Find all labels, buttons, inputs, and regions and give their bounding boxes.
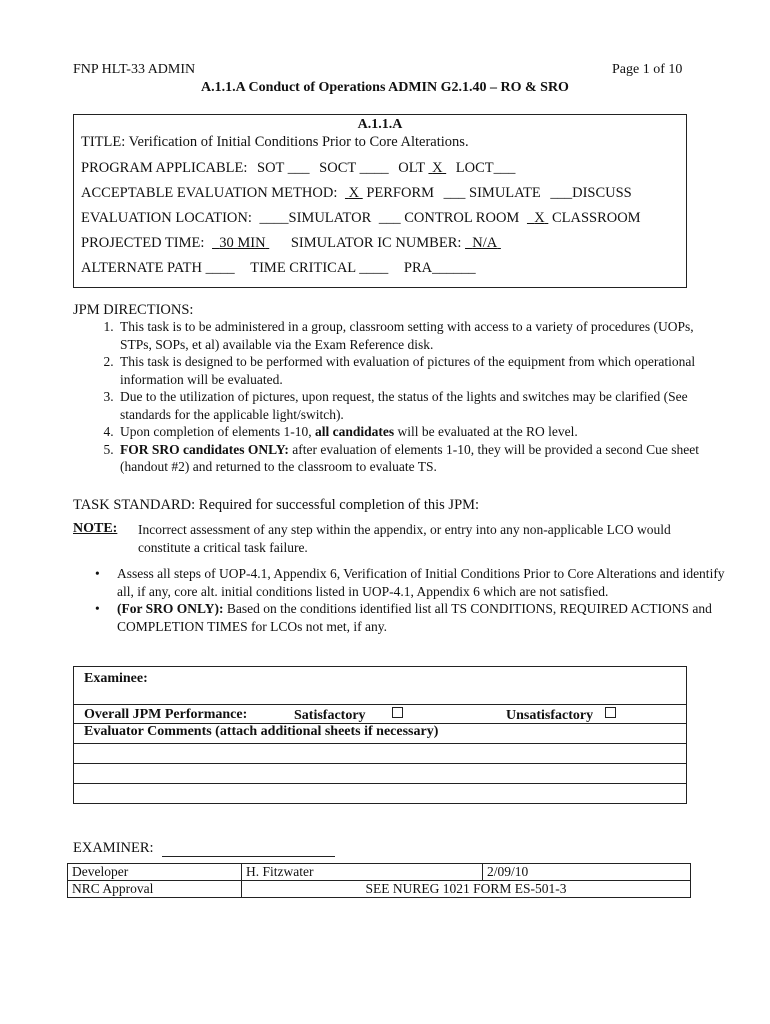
time-critical-label: TIME CRITICAL [250, 260, 356, 276]
list-item: 3. Due to the utilization of pictures, upon request, the status of the lights and switches may be clarified (See standards for the applicable light/switch). [117, 388, 727, 423]
page-number: Page 1 of 10 [612, 62, 683, 77]
method-discuss: DISCUSS [572, 185, 632, 201]
program-olt: OLT [398, 160, 425, 176]
title-value: Verification of Initial Conditions Prior to Core Alterations. [128, 134, 469, 150]
unsatisfactory-option[interactable]: Unsatisfactory [506, 707, 616, 724]
alternate-path-label: ALTERNATE PATH [81, 260, 202, 276]
list-item: 5. FOR SRO candidates ONLY: after evaluation of elements 1-10, they will be provided a second Cue sheet (handout #2) and returned to the classroom to evaluate TS. [117, 441, 727, 476]
comment-line[interactable] [74, 743, 686, 744]
jpm-id: A.1.1.A [357, 117, 403, 132]
comment-line[interactable] [74, 783, 686, 784]
evaluator-comments-label: Evaluator Comments (attach additional sheets if necessary) [84, 724, 439, 739]
examiner-signature-line[interactable] [162, 856, 335, 857]
location-simulator: SIMULATOR [288, 210, 372, 226]
signoff-table [67, 863, 691, 898]
program-soct: SOCT [319, 160, 356, 176]
task-standard-heading: TASK STANDARD: Required for successful completion of this JPM: [73, 497, 480, 513]
title-row [81, 134, 469, 151]
method-perform: PERFORM [366, 185, 435, 201]
location-row: EVALUATION LOCATION: ____SIMULATOR ___ CONTROL ROOM X CLASSROOM [81, 210, 641, 226]
list-item: 2. This task is designed to be performed with evaluation of pictures of the equipment from which operational information will be evaluated. [117, 353, 727, 388]
list-item: 4. Upon completion of elements 1-10, all candidates will be evaluated at the RO level. [117, 423, 727, 441]
note-label: NOTE: [73, 521, 118, 536]
time-row [81, 235, 501, 252]
table-row [68, 864, 691, 881]
location-classroom-mark: X [534, 210, 545, 226]
title-label: TITLE: [81, 134, 126, 150]
program-label: PROGRAM APPLICABLE: [81, 160, 248, 176]
program-sot: SOT [257, 160, 285, 176]
time-value: 30 MIN [219, 235, 266, 251]
examinee-label: Examinee: [84, 671, 148, 686]
jpm-info-box [73, 114, 687, 288]
comment-line[interactable] [74, 763, 686, 764]
location-label: EVALUATION LOCATION: [81, 210, 252, 226]
overall-performance-label: Overall JPM Performance: [84, 707, 248, 722]
unsatisfactory-checkbox[interactable] [605, 707, 616, 718]
directions-list [73, 318, 727, 476]
developer-label: Developer [68, 864, 242, 881]
directions-heading: JPM DIRECTIONS: [73, 302, 194, 318]
satisfactory-option[interactable]: Satisfactory [294, 707, 403, 724]
satisfactory-checkbox[interactable] [392, 707, 403, 718]
time-label: PROJECTED TIME: [81, 235, 205, 251]
location-control-room: CONTROL ROOM [404, 210, 520, 226]
examiner-label: EXAMINER: [73, 840, 154, 856]
divider [74, 704, 686, 705]
document-id: FNP HLT-33 ADMIN [73, 62, 196, 77]
program-row: PROGRAM APPLICABLE: SOT ___ SOCT ____ OLT X LOCT___ [81, 160, 516, 176]
developer-name: H. Fitzwater [242, 864, 483, 881]
method-simulate: SIMULATE [469, 185, 541, 201]
list-item: • Assess all steps of UOP-4.1, Appendix 6, Verification of Initial Conditions Prior to Core Alterations and identify all, if any, core alt. initial conditions listed in UOP-4.1, Appendix 6 which are not satisfied. [117, 565, 727, 600]
pra-label: PRA [403, 260, 433, 276]
task-standard-list [73, 565, 727, 635]
evaluation-box [73, 666, 687, 804]
list-item: 1. This task is to be administered in a group, classroom setting with access to a variety of procedures (UOPs, STPs, SOPs, et al) available via the Exam Reference disk. [117, 318, 727, 353]
method-label: ACCEPTABLE EVALUATION METHOD: [81, 185, 338, 201]
program-loct: LOCT [455, 160, 494, 176]
nrc-approval-label: NRC Approval [68, 881, 242, 898]
method-perform-mark: X [348, 185, 360, 201]
program-olt-mark: X [432, 160, 443, 176]
ic-label: SIMULATOR IC NUMBER: [290, 235, 462, 251]
path-row: ALTERNATE PATH ____ TIME CRITICAL ____ PRA______ [81, 260, 476, 276]
list-item: • (For SRO ONLY): Based on the conditions identified list all TS CONDITIONS, REQUIRED ACTIONS and COMPLETION TIMES for LCOs not met, if any. [117, 600, 727, 635]
nrc-approval-value: SEE NUREG 1021 FORM ES-501-3 [242, 881, 691, 898]
note-text: Incorrect assessment of any step within the appendix, or entry into any non-applicable LCO would constitute a critical task failure. [138, 522, 671, 555]
developer-date: 2/09/10 [483, 864, 691, 881]
method-row: ACCEPTABLE EVALUATION METHOD: X PERFORM ___ SIMULATE ___DISCUSS [81, 185, 632, 201]
table-row [68, 881, 691, 898]
document-title: A.1.1.A Conduct of Operations ADMIN G2.1.40 – RO & SRO [201, 80, 569, 95]
location-classroom: CLASSROOM [551, 210, 641, 226]
ic-value: N/A [472, 235, 498, 251]
